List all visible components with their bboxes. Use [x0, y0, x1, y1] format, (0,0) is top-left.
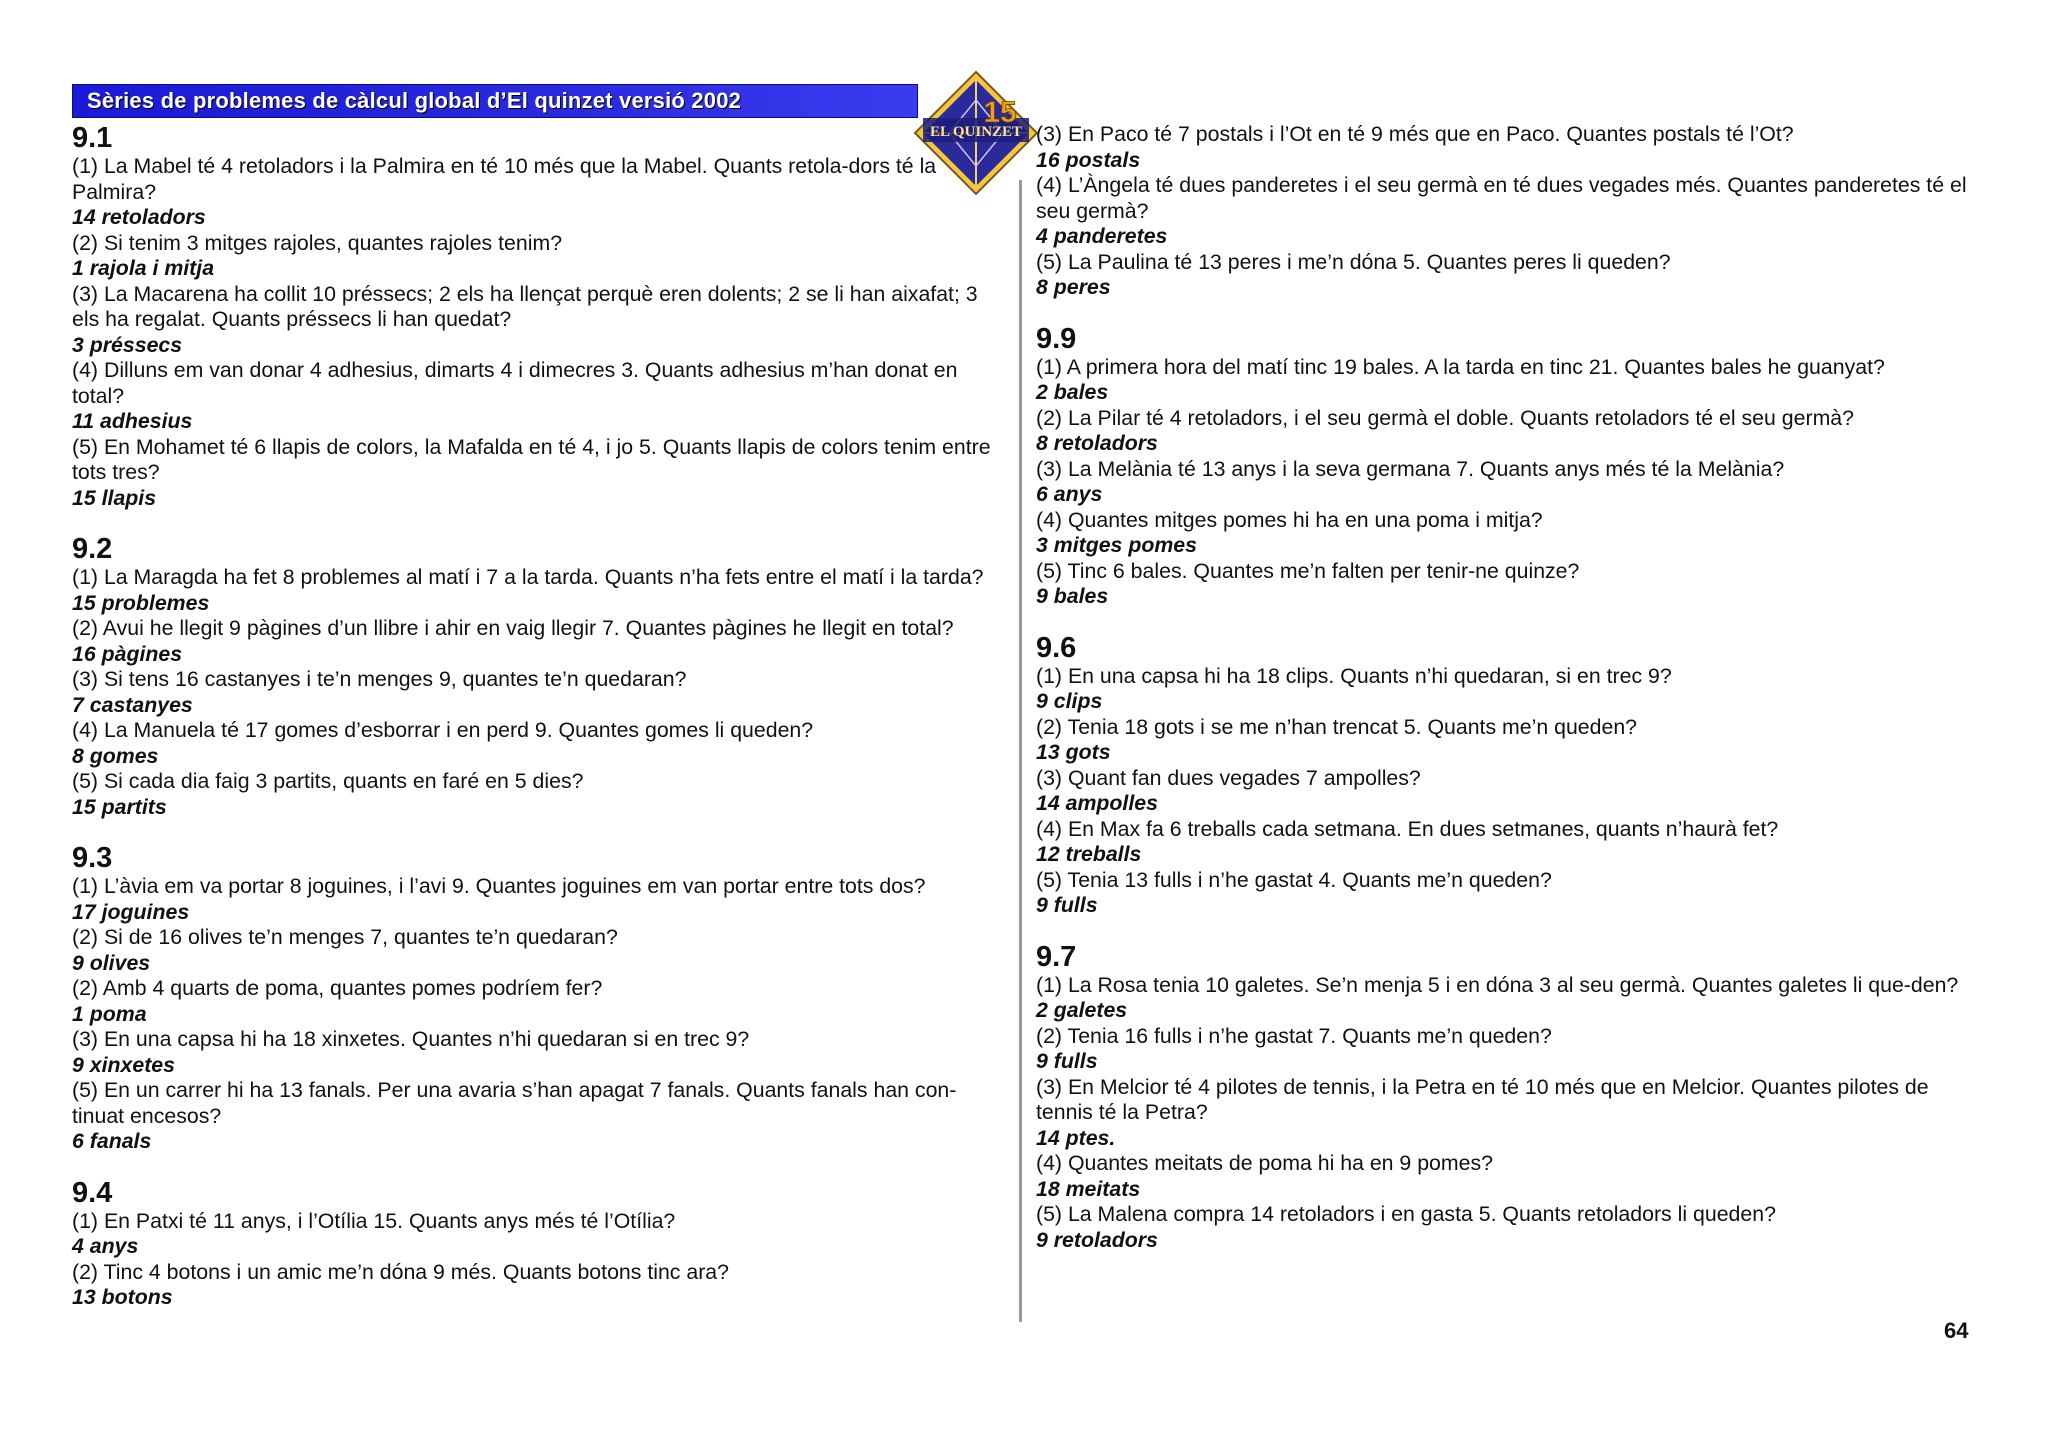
problem-question: (2) Avui he llegit 9 pàgines d’un llibre i ahir en vaig llegir 7. Quantes pàgines he llegit en total?	[72, 616, 954, 640]
problem-section	[1036, 122, 1986, 301]
problem-question: (1) A primera hora del matí tinc 19 bales. A la tarda en tinc 21. Quantes bales he guanyat?	[1036, 354, 1885, 379]
problem-answer: 14 ampolles	[1036, 791, 1158, 815]
problem-answer: 4 panderetes	[1036, 224, 1168, 248]
problem-answer: 15 llapis	[72, 485, 157, 510]
problem-section	[1036, 941, 1986, 1254]
problem-question: (4) En Max fa 6 treballs cada setmana. En dues setmanes, quants n’haurà fet?	[1036, 816, 1779, 841]
problem-answer: 8 gomes	[72, 743, 159, 768]
problem-answer: 3 préssecs	[72, 332, 183, 357]
section-title: 9.9	[1036, 322, 1077, 355]
problem-question: (3) Quant fan dues vegades 7 ampolles?	[1036, 765, 1421, 790]
logo-text: EL QUINZET	[929, 124, 1023, 140]
problem-question: (2) La Pilar té 4 retoladors, i el seu germà el doble. Quants retoladors té el seu germà?	[1036, 405, 1854, 430]
problem-answer: 1 poma	[72, 1001, 147, 1026]
problem-question: (3) La Macarena ha collit 10 préssecs; 2 els ha llençat perquè eren dolents; 2 se li han aixafat; 3 els ha regalat. Quants préssecs li han quedat?	[72, 281, 978, 331]
problem-answer: 4 anys	[72, 1234, 139, 1258]
problem-question: (2) Si tenim 3 mitges rajoles, quantes rajoles tenim?	[72, 230, 563, 255]
problem-question: (5) La Malena compra 14 retoladors i en gasta 5. Quants retoladors li queden?	[1036, 1202, 1776, 1226]
problem-question: (4) Dilluns em van donar 4 adhesius, dimarts 4 i dimecres 3. Quants adhesius m’han donat en total?	[72, 358, 958, 408]
problem-answer: 7 castanyes	[72, 692, 193, 717]
problem-question: (3) En una capsa hi ha 18 xinxetes. Quantes n’hi quedaran si en trec 9?	[72, 1027, 750, 1051]
problem-question: (2) Tinc 4 botons i un amic me’n dóna 9 més. Quants botons tinc ara?	[72, 1259, 730, 1284]
problem-answer: 15 partits	[72, 794, 167, 819]
problem-answer: 14 ptes.	[1036, 1125, 1116, 1150]
problem-section	[1036, 323, 1986, 610]
problem-answer: 12 treballs	[1036, 842, 1142, 866]
problem-answer: 9 fulls	[1036, 893, 1098, 917]
problem-question: (5) La Paulina té 13 peres i me’n dóna 5. Quantes peres li queden?	[1036, 249, 1671, 274]
problem-question: (5) En Mohamet té 6 llapis de colors, la Mafalda en té 4, i jo 5. Quants llapis de colors tenim entre tots tres?	[72, 434, 991, 484]
problem-question: (2) Tenia 18 gots i se me n’han trencat 5. Quants me’n queden?	[1036, 714, 1638, 739]
problem-question: (2) Amb 4 quarts de poma, quantes pomes podríem fer?	[72, 976, 603, 1000]
section-title: 9.7	[1036, 940, 1077, 973]
problem-question: (4) L’Àngela té dues panderetes i el seu germà en té dues vegades més. Quantes panderetes té el seu germà?	[1036, 173, 1967, 223]
page-number: 64	[1944, 1318, 1969, 1343]
problem-question: (2) Tenia 16 fulls i n’he gastat 7. Quants me’n queden?	[1036, 1023, 1552, 1048]
problem-question: (1) En Patxi té 11 anys, i l’Otília 15. Quants anys més té l’Otília?	[72, 1208, 676, 1233]
header-banner	[72, 84, 918, 118]
problem-answer: 13 botons	[72, 1285, 173, 1309]
section-title: 9.3	[72, 842, 113, 874]
problem-answer: 9 clips	[1036, 689, 1103, 713]
banner-title: Sèries de problemes de càlcul global d’El quinzet versió 2002	[87, 88, 742, 113]
problem-question: (5) En un carrer hi ha 13 fanals. Per una avaria s’han apagat 7 fanals. Quants fanals han con-tinuat encesos?	[72, 1078, 957, 1128]
problem-answer: 17 joguines	[72, 899, 190, 924]
problem-answer: 13 gots	[1036, 740, 1111, 764]
problem-answer: 16 postals	[1036, 147, 1141, 172]
problem-question: (5) Tinc 6 bales. Quantes me’n falten per tenir-ne quinze?	[1036, 558, 1580, 583]
problem-question: (4) La Manuela té 17 gomes d’esborrar i en perd 9. Quantes gomes li queden?	[72, 718, 814, 742]
problem-question: (1) La Maragda ha fet 8 problemes al matí i 7 a la tarda. Quants n’ha fets entre el matí i la tarda?	[72, 565, 984, 589]
problem-answer: 8 retoladors	[1036, 431, 1158, 455]
problem-answer: 1 rajola i mitja	[72, 256, 215, 280]
problem-section	[1036, 632, 1986, 919]
problem-answer: 2 bales	[1036, 380, 1109, 404]
problem-question: (5) Si cada dia faig 3 partits, quants en faré en 5 dies?	[72, 769, 584, 793]
problem-question: (3) La Melània té 13 anys i la seva germana 7. Quants anys més té la Melània?	[1036, 456, 1785, 481]
problem-answer: 2 galetes	[1036, 998, 1128, 1022]
section-title: 9.6	[1036, 631, 1077, 664]
problem-answer: 18 meitats	[1036, 1176, 1141, 1201]
problem-question: (5) Tenia 13 fulls i n’he gastat 4. Quants me’n queden?	[1036, 867, 1552, 892]
problem-question: (3) Si tens 16 castanyes i te’n menges 9, quantes te’n quedaran?	[72, 667, 687, 691]
right-column	[1036, 122, 1986, 1275]
problem-question: (3) En Melcior té 4 pilotes de tennis, i la Petra en té 10 més que en Melcior. Quantes pilotes de tennis té la Petra?	[1036, 1074, 1929, 1124]
problem-question: (1) La Rosa tenia 10 galetes. Se’n menja 5 i en dóna 3 al seu germà. Quantes galetes li que-den?	[1036, 972, 1959, 997]
problem-section	[72, 533, 1008, 820]
section-title: 9.2	[72, 533, 113, 565]
column-divider	[1019, 180, 1022, 1322]
problem-answer: 15 problemes	[72, 590, 210, 615]
problem-question: (3) En Paco té 7 postals i l’Ot en té 9 més que en Paco. Quantes postals té l’Ot?	[1036, 122, 1794, 146]
problem-question: (1) L’àvia em va portar 8 joguines, i l’avi 9. Quantes joguines em van portar entre tots dos?	[72, 874, 926, 898]
problem-answer: 9 olives	[72, 950, 151, 975]
svg-text:15: 15	[983, 96, 1017, 129]
problem-answer: 6 fanals	[72, 1129, 152, 1153]
problem-answer: 9 xinxetes	[72, 1052, 176, 1077]
problem-answer: 14 retoladors	[72, 205, 206, 229]
problem-answer: 9 retoladors	[1036, 1227, 1158, 1252]
problem-section	[72, 842, 1008, 1155]
problem-answer: 6 anys	[1036, 482, 1103, 506]
problem-section	[72, 1177, 1008, 1311]
problem-answer: 3 mitges pomes	[1036, 533, 1197, 557]
problem-answer: 9 bales	[1036, 584, 1109, 608]
section-title: 9.1	[72, 122, 113, 154]
problem-question: (4) Quantes mitges pomes hi ha en una poma i mitja?	[1036, 507, 1543, 532]
left-column	[72, 122, 1008, 1333]
section-title: 9.4	[72, 1176, 113, 1209]
problem-section	[72, 122, 1008, 511]
problem-answer: 16 pàgines	[72, 641, 183, 666]
problem-answer: 11 adhesius	[72, 409, 193, 433]
problem-question: (1) La Mabel té 4 retoladors i la Palmira en té 10 més que la Mabel. Quants retola-dors té la Palmira?	[72, 154, 937, 204]
problem-answer: 8 peres	[1036, 275, 1111, 299]
problem-question: (2) Si de 16 olives te’n menges 7, quantes te’n quedaran?	[72, 925, 618, 949]
problem-question: (1) En una capsa hi ha 18 clips. Quants n’hi quedaran, si en trec 9?	[1036, 663, 1672, 688]
problem-question: (4) Quantes meitats de poma hi ha en 9 pomes?	[1036, 1151, 1493, 1175]
problem-answer: 9 fulls	[1036, 1049, 1098, 1073]
